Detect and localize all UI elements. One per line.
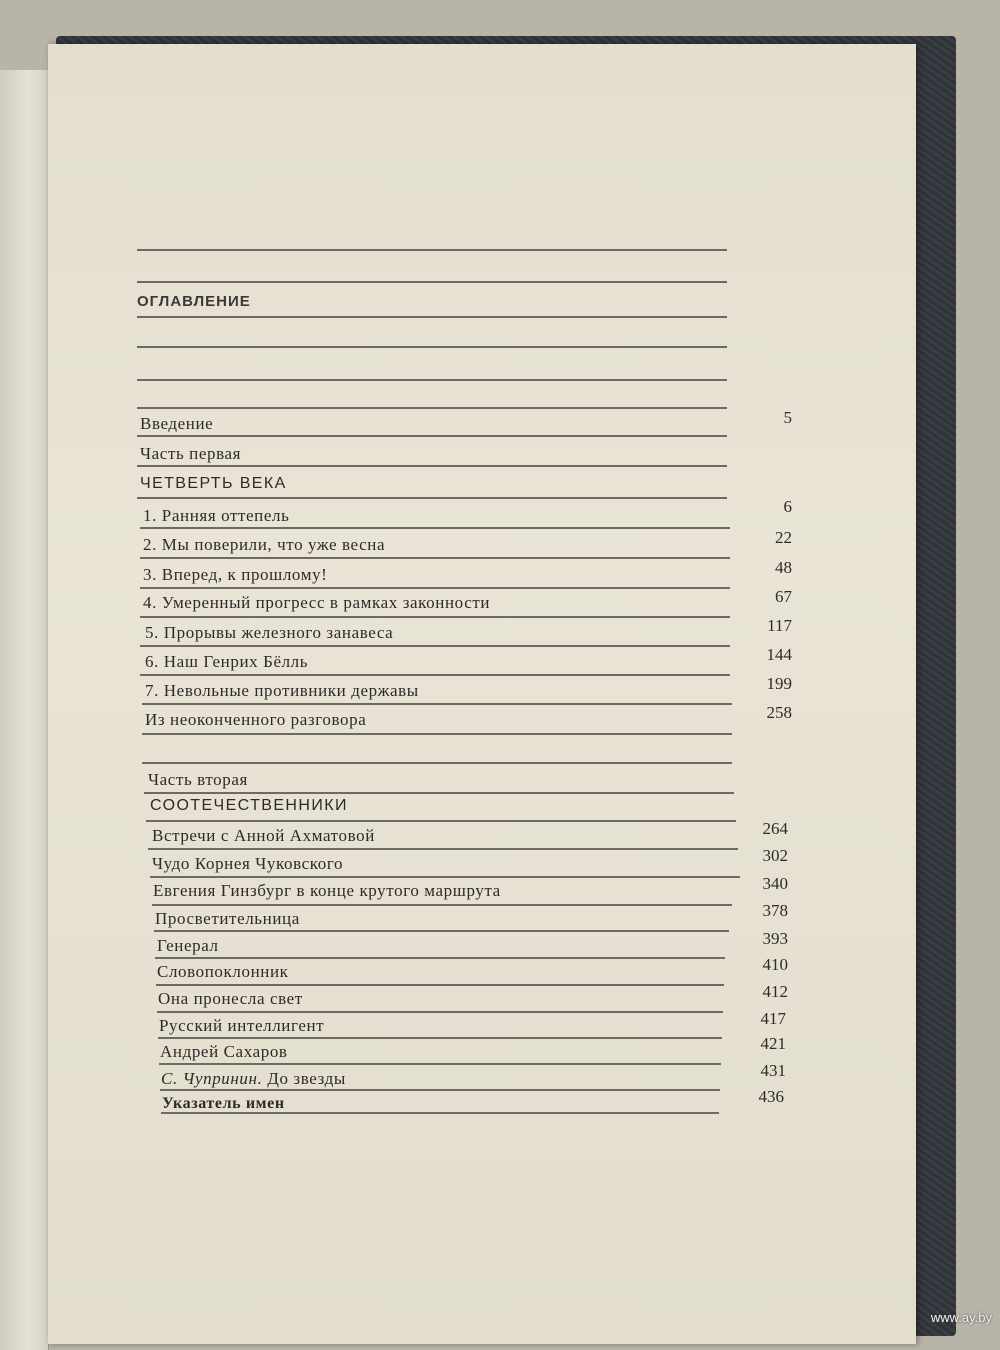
toc-page-number: 340 xyxy=(762,874,788,893)
toc-page-number: 393 xyxy=(762,929,788,948)
toc-heading: ОГЛАВЛЕНИЕ xyxy=(137,293,251,310)
entry-rule xyxy=(144,792,734,794)
toc-page-number: 67 xyxy=(775,587,792,606)
entry-rule xyxy=(140,645,730,647)
toc-entry: 3. Вперед, к прошлому! xyxy=(143,565,328,584)
toc-entry: Просветительница xyxy=(155,909,300,928)
entry-rule xyxy=(154,930,729,932)
entry-rule xyxy=(157,1011,723,1013)
entry-rule xyxy=(159,1063,721,1065)
toc-entry: Андрей Сахаров xyxy=(160,1042,288,1061)
entry-rule xyxy=(156,984,724,986)
afterword-title: До звезды xyxy=(262,1069,346,1088)
toc-entry: 4. Умеренный прогресс в рамках законности xyxy=(143,593,491,612)
decorative-rule xyxy=(137,249,727,251)
toc-page-number: 258 xyxy=(766,703,792,722)
entry-rule xyxy=(140,616,730,618)
toc-page-number: 302 xyxy=(762,846,788,865)
toc-entry: Евгения Гинзбург в конце крутого маршрута xyxy=(153,881,501,900)
toc-page-number: 412 xyxy=(762,982,788,1001)
entry-rule xyxy=(140,674,730,676)
toc-entry: 5. Прорывы железного занавеса xyxy=(145,623,394,642)
toc-section-title: СООТЕЧЕСТВЕННИКИ xyxy=(150,797,348,814)
toc-entry-intro: Введение xyxy=(140,414,214,433)
toc-section-title: ЧЕТВЕРТЬ ВЕКА xyxy=(140,475,287,492)
toc-page-number: 431 xyxy=(760,1061,786,1080)
decorative-rule xyxy=(137,346,727,348)
entry-rule xyxy=(137,435,727,437)
toc-part-label: Часть первая xyxy=(140,444,242,463)
entry-rule xyxy=(142,703,732,705)
toc-page-number: 378 xyxy=(762,901,788,920)
afterword-author: С. Чупринин. xyxy=(161,1069,263,1088)
entry-rule xyxy=(148,848,738,850)
toc-page-number: 117 xyxy=(767,616,792,635)
toc-page-number: 199 xyxy=(766,674,792,693)
entry-rule xyxy=(152,904,732,906)
toc-page-number: 22 xyxy=(775,528,792,547)
toc-entry-afterword xyxy=(161,1069,346,1089)
entry-rule xyxy=(160,1089,720,1091)
toc-page-number: 421 xyxy=(760,1034,786,1053)
toc-entry: Она пронесла свет xyxy=(158,989,303,1008)
toc-entry: Встречи с Анной Ахматовой xyxy=(152,826,375,845)
entry-rule xyxy=(137,465,727,467)
toc-entry-index: Указатель имен xyxy=(162,1095,285,1112)
toc-entry: Русский интеллигент xyxy=(159,1016,325,1035)
toc-page-number: 144 xyxy=(766,645,792,664)
entry-rule xyxy=(140,587,730,589)
watermark: www.ay.by xyxy=(930,1310,992,1325)
toc-page-number: 264 xyxy=(762,819,788,838)
toc-entry: 1. Ранняя оттепель xyxy=(143,506,290,525)
toc-entry: Чудо Корнея Чуковского xyxy=(152,854,344,873)
adjacent-page-edge xyxy=(0,70,49,1350)
toc-entry: Из неоконченного разговора xyxy=(145,710,367,729)
entry-rule xyxy=(158,1037,722,1039)
toc-page-number: 6 xyxy=(783,497,792,516)
toc-page-number: 417 xyxy=(760,1009,786,1028)
toc-page-number: 48 xyxy=(775,558,792,577)
entry-rule xyxy=(142,733,732,735)
entry-rule xyxy=(146,820,736,822)
toc-entry: Генерал xyxy=(157,936,219,955)
entry-rule xyxy=(140,557,730,559)
toc-page-number: 410 xyxy=(762,955,788,974)
toc-entry: Словопоклонник xyxy=(157,962,289,981)
toc-page-number: 5 xyxy=(783,408,792,427)
entry-rule xyxy=(150,876,740,878)
toc-entry: 7. Невольные противники державы xyxy=(145,681,419,700)
decorative-rule xyxy=(137,281,727,283)
entry-rule xyxy=(155,957,725,959)
decorative-rule xyxy=(137,379,727,381)
entry-rule xyxy=(161,1112,719,1114)
toc-part-label: Часть вторая xyxy=(148,770,248,789)
decorative-rule xyxy=(137,407,727,409)
decorative-rule xyxy=(137,316,727,318)
entry-rule xyxy=(142,762,732,764)
toc-entry: 6. Наш Генрих Бёлль xyxy=(145,652,309,671)
entry-rule xyxy=(140,527,730,529)
toc-entry: 2. Мы поверили, что уже весна xyxy=(143,535,386,554)
entry-rule xyxy=(137,497,727,499)
toc-page-number: 436 xyxy=(758,1087,784,1106)
